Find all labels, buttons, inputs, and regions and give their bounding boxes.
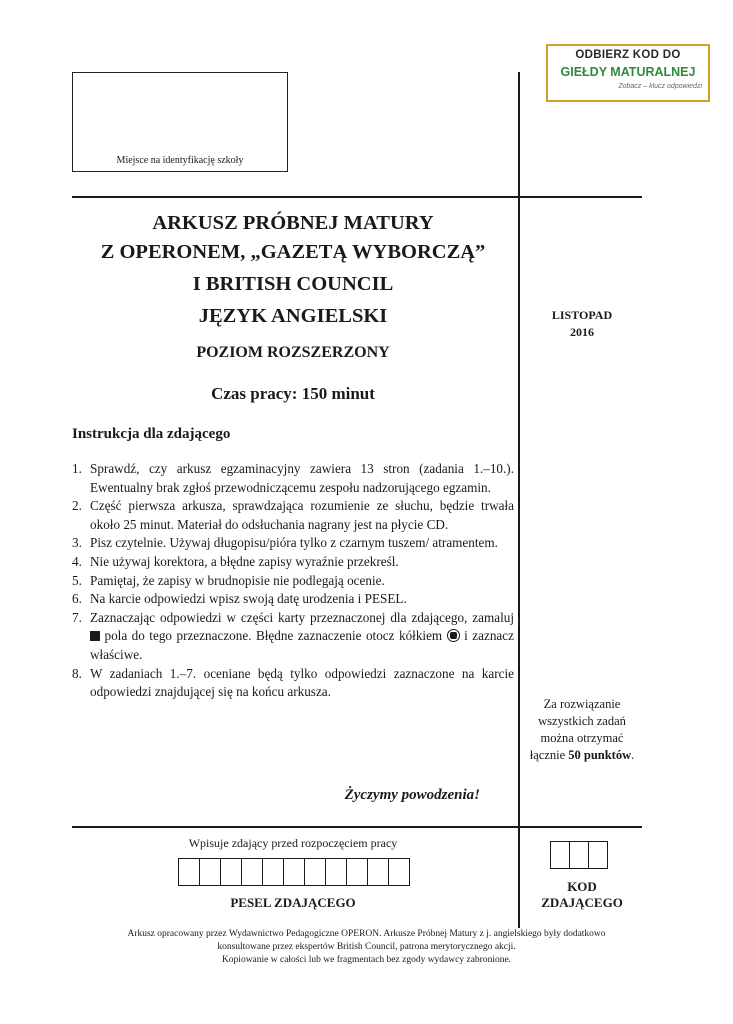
footer-line-1: Arkusz opracowany przez Wydawnictwo Pedagogiczne OPERON. Arkusze Próbnej Matury z j. angielskiego były dodatkowo (127, 929, 606, 939)
points-line-1: Za rozwiązanie (543, 697, 621, 711)
points-total: 50 punktów (568, 748, 632, 762)
instruction-number: 8. (72, 665, 82, 681)
badge-line-2: GIEŁDY MATURALNEJ (554, 64, 702, 81)
instruction-number: 7. (72, 609, 82, 625)
instruction-text: W zadaniach 1.–7. oceniane będą tylko odpowiedzi zaznaczone na karcie odpowiedzi znajdującej się na końcu arkusza. (90, 665, 514, 700)
digit-cell[interactable] (283, 858, 304, 886)
instruction-number: 5. (72, 572, 82, 588)
pesel-hint: Wpisuje zdający przed rozpoczęciem pracy (188, 836, 398, 850)
instruction-number: 4. (72, 553, 82, 569)
digit-cell[interactable] (388, 858, 410, 886)
points-prefix: łącznie (529, 748, 566, 762)
points-line-3: można otrzymać (540, 731, 624, 745)
instruction-text: Pisz czytelnie. Używaj długopisu/pióra tylko z czarnym tuszem/ atramentem. (90, 535, 498, 551)
subject-title: JĘZYK ANGIELSKI (198, 305, 388, 327)
filled-square-icon (90, 631, 100, 641)
instruction-number: 2. (72, 498, 82, 514)
footer-note (40, 928, 693, 967)
instruction-text: Część pierwsza arkusza, sprawdzająca rozumienie ze słuchu, będzie trwała około 25 minut. Materiał do odsłuchania nagrany jest na płycie CD. (90, 498, 514, 532)
instruction-item (72, 609, 514, 665)
good-luck-wish: Życzymy powodzenia! (344, 787, 480, 803)
instruction-item (72, 590, 514, 609)
instruction-text-c: i zaznacz właściwe. (90, 628, 514, 662)
school-id-label: Miejsce na identyfikację szkoły (116, 155, 244, 166)
digit-cell[interactable] (325, 858, 346, 886)
digit-cell[interactable] (178, 858, 199, 886)
instruction-text: Nie używaj korektora, a błędne zapisy wyraźnie przekreśl. (90, 553, 399, 569)
pesel-label: PESEL ZDAJĄCEGO (230, 895, 356, 910)
digit-cell[interactable] (588, 841, 608, 869)
vertical-divider (518, 72, 520, 928)
title-line-1: ARKUSZ PRÓBNEJ MATURY (152, 212, 434, 234)
instruction-text: Sprawdź, czy arkusz egzaminacyjny zawiera 13 stron (zadania 1.–10.). Ewentualny brak zgłoś przewodniczącemu zespołu nadzorującego egzamin. (90, 461, 514, 495)
digit-cell[interactable] (241, 858, 262, 886)
kod-label-1: KOD (567, 879, 597, 894)
instructions-list (72, 460, 514, 702)
instruction-item (72, 572, 514, 591)
digit-cell[interactable] (220, 858, 241, 886)
instruction-item (72, 534, 514, 553)
school-id-box (72, 72, 288, 172)
points-line-2: wszystkich zadań (538, 714, 626, 728)
instruction-item (72, 665, 514, 702)
instruction-item (72, 460, 514, 497)
title-line-3: I BRITISH COUNCIL (192, 273, 394, 295)
footer-line-2: konsultowane przez ekspertów British Council, patrona merytorycznego akcji. (217, 942, 516, 952)
instruction-text: Pamiętaj, że zapisy w brudnopisie nie podlegają ocenie. (90, 572, 385, 588)
points-info (522, 696, 642, 764)
digit-cell[interactable] (550, 841, 569, 869)
instructions-heading: Instrukcja dla zdającego (72, 426, 231, 442)
pesel-input-boxes[interactable] (178, 858, 410, 886)
exam-year: 2016 (570, 325, 594, 339)
giełda-maturalna-badge[interactable] (546, 44, 710, 102)
instruction-item (72, 553, 514, 572)
digit-cell[interactable] (304, 858, 325, 886)
time-heading: Czas pracy: 150 minut (211, 384, 375, 403)
badge-line-3: Zobacz – klucz odpowiedzi (618, 83, 702, 90)
instruction-text: Na karcie odpowiedzi wpisz swoją datę urodzenia i PESEL. (90, 591, 407, 607)
kod-label-2: ZDAJĄCEGO (541, 895, 623, 910)
bottom-divider (72, 826, 642, 828)
digit-cell[interactable] (569, 841, 588, 869)
digit-cell[interactable] (199, 858, 220, 886)
instruction-number: 1. (72, 461, 82, 476)
points-line-4 (522, 747, 642, 764)
instruction-text-b: pola do tego przeznaczone. Błędne zaznaczenie otocz kółkiem (104, 628, 443, 644)
instruction-number: 6. (72, 591, 82, 607)
instruction-item (72, 497, 514, 534)
footer-line-3: Kopiowanie w całości lub we fragmentach bez zgody wydawcy zabronione. (221, 955, 512, 965)
circled-square-icon (447, 629, 460, 642)
instruction-number: 3. (72, 535, 82, 551)
instruction-text-a: Zaznaczając odpowiedzi w części karty przeznaczonej dla zdającego, zamaluj (90, 609, 514, 625)
digit-cell[interactable] (262, 858, 283, 886)
level-heading: POZIOM ROZSZERZONY (196, 344, 390, 361)
exam-month: LISTOPAD (551, 308, 613, 322)
kod-input-boxes[interactable] (550, 841, 608, 869)
badge-line-1: ODBIERZ KOD DO (575, 49, 681, 61)
digit-cell[interactable] (367, 858, 388, 886)
points-suffix: . (631, 748, 635, 762)
digit-cell[interactable] (346, 858, 367, 886)
title-line-2: Z OPERONEM, „GAZETĄ WYBORCZĄ” (100, 241, 486, 263)
top-divider (72, 196, 642, 198)
